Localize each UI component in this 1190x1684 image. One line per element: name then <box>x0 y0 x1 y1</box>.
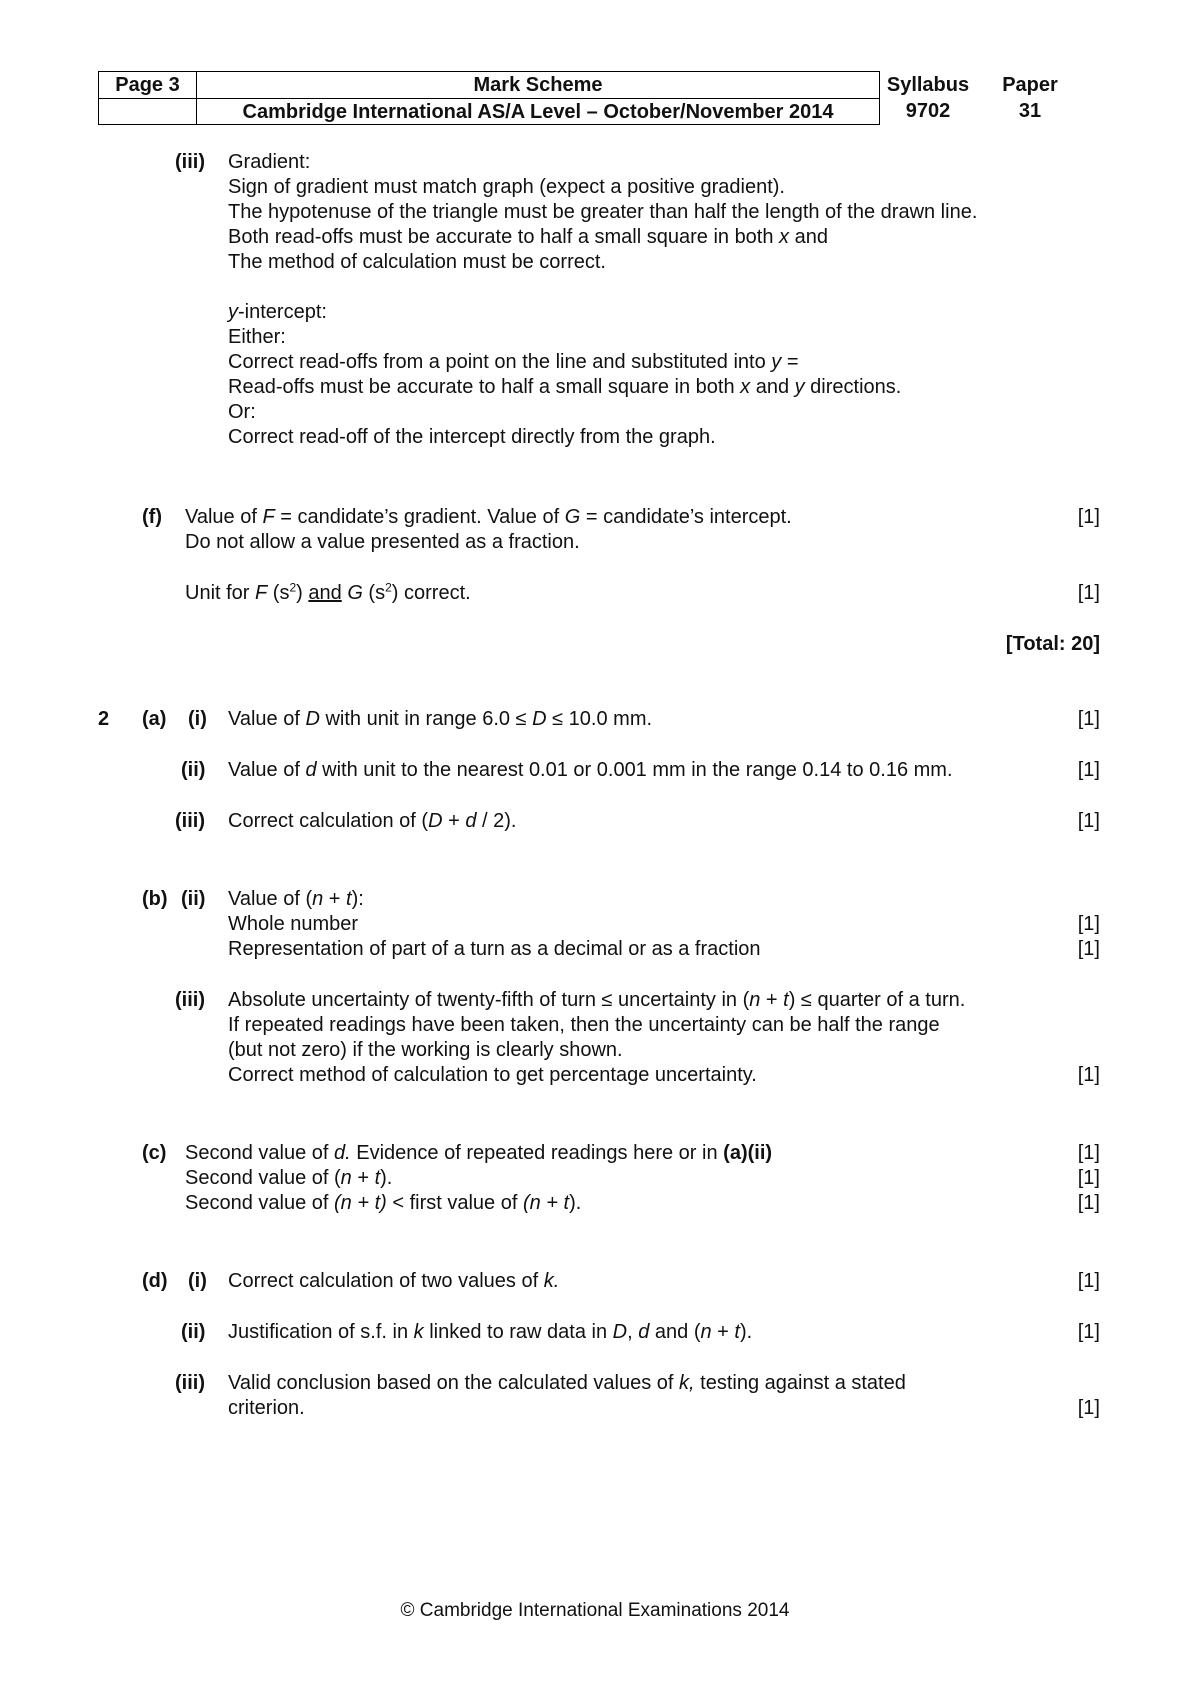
part-number: (iii) <box>175 151 205 173</box>
part-number: (c) <box>142 1142 167 1164</box>
document-subtitle: Cambridge International AS/A Level – October/November 2014 <box>242 101 834 123</box>
text-line: criterion. <box>228 1397 305 1419</box>
text-line: Correct read-offs from a point on the line and substituted into y = <box>228 351 799 373</box>
part-number: (f) <box>142 506 162 528</box>
text-line: Whole number <box>228 913 359 935</box>
mark: [1] <box>1077 810 1100 832</box>
subpart-number: (iii) <box>175 1372 205 1394</box>
question-number: 2 <box>98 708 110 730</box>
page-number: Page 3 <box>115 74 180 96</box>
text-line: Valid conclusion based on the calculated values of k, testing against a stated <box>228 1372 906 1394</box>
subpart-number: (iii) <box>175 810 205 832</box>
document-title: Mark Scheme <box>473 74 603 96</box>
text-line: Correct method of calculation to get percentage uncertainty. <box>228 1064 757 1086</box>
text-line: (but not zero) if the working is clearly shown. <box>228 1039 623 1061</box>
text-line: Second value of (n + t) < first value of (n + t). <box>185 1192 582 1214</box>
subpart-number: (ii) <box>181 888 206 910</box>
mark: [1] <box>1077 1397 1100 1419</box>
text-line: Justification of s.f. in k linked to raw data in D, d and (n + t). <box>228 1321 753 1343</box>
part-number: (b) <box>142 888 168 910</box>
syllabus-label: Syllabus <box>886 74 970 96</box>
part-number: (d) <box>142 1270 168 1292</box>
text-line: Read-offs must be accurate to half a small square in both x and y directions. <box>228 376 902 398</box>
text-line: Both read-offs must be accurate to half a small square in both x and <box>228 226 828 248</box>
text-line: Sign of gradient must match graph (expect a positive gradient). <box>228 176 785 198</box>
footer-copyright: © Cambridge International Examinations 2014 <box>400 1600 790 1621</box>
text-line: Absolute uncertainty of twenty-fifth of turn ≤ uncertainty in (n + t) ≤ quarter of a turn. <box>228 989 966 1011</box>
mark: [1] <box>1077 506 1100 528</box>
text-line: The hypotenuse of the triangle must be greater than half the length of the drawn line. <box>228 201 978 223</box>
mark: [1] <box>1077 938 1100 960</box>
text-line: Or: <box>228 401 256 423</box>
text-line: If repeated readings have been taken, then the uncertainty can be half the range <box>228 1014 940 1036</box>
text-line: Value of d with unit to the nearest 0.01 or 0.001 mm in the range 0.14 to 0.16 mm. <box>228 759 953 781</box>
text-line: Correct calculation of (D + d / 2). <box>228 810 517 832</box>
total-marks: [Total: 20] <box>1005 633 1100 655</box>
subpart-number: (i) <box>188 1270 207 1292</box>
mark: [1] <box>1077 1142 1100 1164</box>
mark: [1] <box>1077 1192 1100 1214</box>
text-line: Do not allow a value presented as a fraction. <box>185 531 580 553</box>
header-table <box>98 71 880 125</box>
text-line: Value of (n + t): <box>228 888 364 910</box>
text-line: Second value of d. Evidence of repeated readings here or in (a)(ii) <box>185 1142 773 1164</box>
text-line: Value of F = candidate’s gradient. Value of G = candidate’s intercept. <box>185 506 792 528</box>
paper-value: 31 <box>1018 100 1042 122</box>
text-line: Second value of (n + t). <box>185 1167 393 1189</box>
text-line: Representation of part of a turn as a decimal or as a fraction <box>228 938 761 960</box>
subpart-number: (ii) <box>181 759 206 781</box>
mark: [1] <box>1077 1321 1100 1343</box>
mark: [1] <box>1077 1270 1100 1292</box>
text-line: Gradient: <box>228 151 311 173</box>
text-line: Correct calculation of two values of k. <box>228 1270 560 1292</box>
mark: [1] <box>1077 759 1100 781</box>
subpart-number: (ii) <box>181 1321 206 1343</box>
mark: [1] <box>1077 913 1100 935</box>
subpart-number: (iii) <box>175 989 205 1011</box>
text-line: Correct read-off of the intercept directly from the graph. <box>228 426 716 448</box>
text-line: Value of D with unit in range 6.0 ≤ D ≤ 10.0 mm. <box>228 708 653 730</box>
mark: [1] <box>1077 1064 1100 1086</box>
mark: [1] <box>1077 1167 1100 1189</box>
text-line: The method of calculation must be correct. <box>228 251 606 273</box>
syllabus-value: 9702 <box>905 100 951 122</box>
text-line: Either: <box>228 326 286 348</box>
paper-label: Paper <box>1002 74 1058 96</box>
text-line: Unit for F $(s^2)$ and G $(s^2)$ correct. <box>185 580 471 604</box>
mark: [1] <box>1077 582 1100 604</box>
subpart-number: (i) <box>188 708 207 730</box>
mark: [1] <box>1077 708 1100 730</box>
part-number: (a) <box>142 708 167 730</box>
text-line: y-intercept: <box>228 301 327 323</box>
